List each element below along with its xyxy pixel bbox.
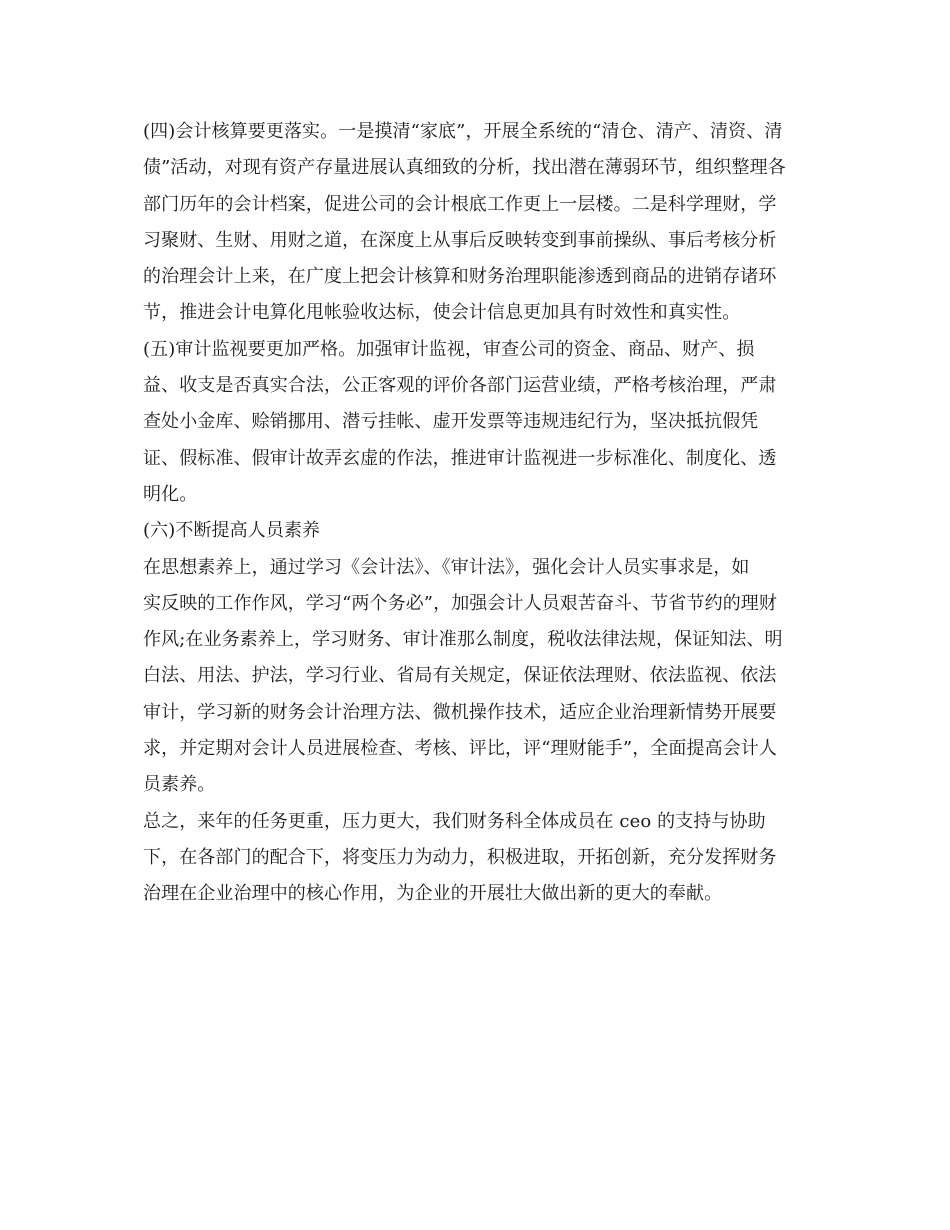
text-line: 白法、用法、护法，学习行业、省局有关规定，保证依法理财、依法监视、依法 (143, 665, 777, 687)
text-line: 证、假标准、假审计故弄玄虚的作法，推进审计监视进一步标准化、制度化、透 (143, 447, 777, 469)
text-line: 债”活动，对现有资产存量进展认真细致的分析，找出潜在薄弱环节，组织整理各 (143, 157, 786, 179)
text-line: 习聚财、生财、用财之道，在深度上从事后反映转变到事前操纵、事后考核分析 (143, 229, 777, 251)
text-line: 在思想素养上，通过学习《会计法》、《审计法》，强化会计人员实事求是，如 (143, 556, 750, 578)
text-line: 作风;在业务素养上，学习财务、审计准那么制度，税收法律法规，保证知法、明 (143, 629, 783, 651)
text-line: 下，在各部门的配合下，将变压力为动力，积极进取，开拓创新，充分发挥财务 (143, 846, 777, 868)
text-line: 的治理会计上来，在广度上把会计核算和财务治理职能渗透到商品的进销存诸环 (143, 266, 777, 288)
text-line: 节，推进会计电算化甩帐验收达标，使会计信息更加具有时效性和真实性。 (143, 302, 741, 324)
text-line: 治理在企业治理中的核心作用，为企业的开展壮大做出新的更大的奉献。 (143, 883, 723, 905)
text-line: 明化。 (143, 483, 198, 505)
text-line: 部门历年的会计档案，促进公司的会计根底工作更上一层楼。二是科学理财，学 (143, 193, 777, 215)
document-body (143, 114, 808, 913)
text-line: 求，并定期对会计人员进展检查、考核、评比，评“理财能手”，全面提高会计人 (143, 738, 778, 760)
text-line: (四)会计核算要更落实。一是摸清“家底”，开展全系统的“清仓、清产、清资、清 (143, 121, 783, 142)
text-line: 益、收支是否真实合法，公正客观的评价各部门运营业绩，严格考核治理，严肃 (143, 375, 777, 397)
text-line: 总之，来年的任务更重，压力更大，我们财务科全体成员在 ceo 的支持与协助 (143, 810, 766, 832)
text-line: (五)审计监视要更加严格。加强审计监视，审查公司的资金、商品、财产、损 (143, 338, 755, 360)
section-heading: (六)不断提高人员素养 (143, 520, 321, 542)
text-line: 审计，学习新的财务会计治理方法、微机操作技术，适应企业治理新情势开展要 (143, 701, 777, 723)
text-line: 实反映的工作作风，学习“两个务必”，加强会计人员艰苦奋斗、节省节约的理财 (143, 592, 778, 614)
text-line: 员素养。 (143, 774, 216, 796)
text-line: 查处小金库、赊销挪用、潜亏挂帐、虚开发票等违规违纪行为，坚决抵抗假凭 (143, 411, 759, 433)
